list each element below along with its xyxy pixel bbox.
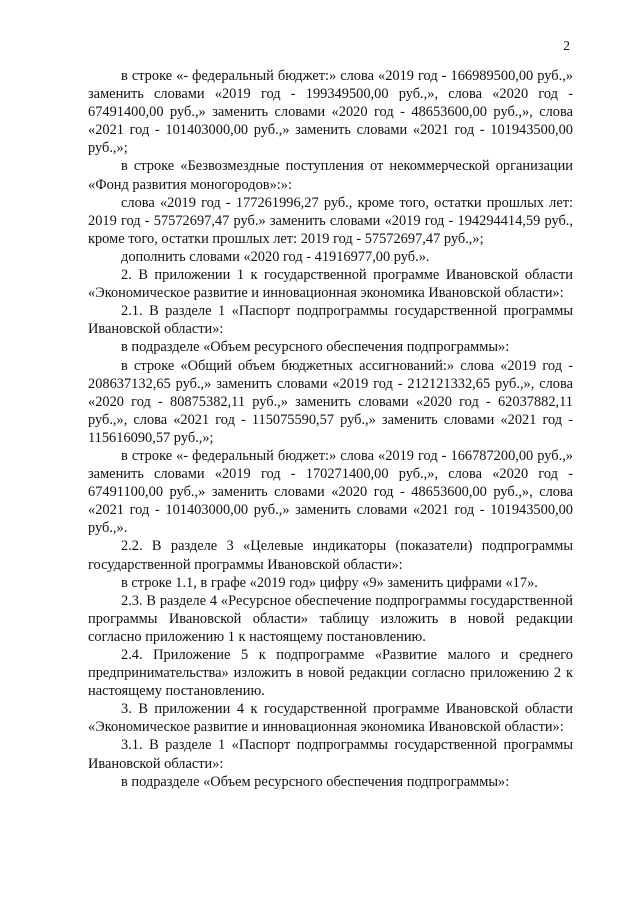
paragraph: 2.4. Приложение 5 к подпрограмме «Развитие малого и среднего предпринимательства» изложить в новой редакции согласно приложению 2 к настоящему постановлению.	[88, 647, 573, 700]
paragraph: 2.3. В разделе 4 «Ресурсное обеспечение подпрограммы государственной программы Ивановской области» таблицу изложить в новой редакции согласно приложению 1 к настоящему постановлению.	[88, 592, 573, 645]
paragraph: слова «2019 год - 177261996,27 руб., кроме того, остатки прошлых лет: 2019 год - 57572697,47 руб.» заменить словами «2019 год - 194294414,59 руб., кроме того, остатки прошлых лет: 2019 год - 57572697,47 руб.,»;	[88, 194, 573, 247]
paragraph: 2. В приложении 1 к государственной программе Ивановской области «Экономическое развитие и инновационная экономика Ивановской области»:	[88, 267, 573, 302]
paragraph: в строке 1.1, в графе «2019 год» цифру «9» заменить цифрами «17».	[121, 574, 538, 591]
paragraph: 3. В приложении 4 к государственной программе Ивановской области «Экономическое развитие и инновационная экономика Ивановской области»:	[88, 701, 573, 736]
paragraph: 3.1. В разделе 1 «Паспорт подпрограммы государственной программы Ивановской области»:	[88, 737, 573, 772]
paragraph: в строке «- федеральный бюджет:» слова «2019 год - 166787200,00 руб.,» заменить словами «2019 год - 170271400,00 руб.,», слова «2020 год - 67491100,00 руб.,» заменить словами «2020 год - 48653600,00 руб.,», слова «2021 год - 101403000,00 руб.,» заменить словами «2021 год - 101943500,00 руб.,».	[88, 447, 573, 537]
document-body	[88, 67, 573, 791]
page-number: 2	[563, 38, 570, 53]
paragraph: в подразделе «Объем ресурсного обеспечения подпрограммы»:	[121, 773, 510, 790]
paragraph: в строке «Общий объем бюджетных ассигнований:» слова «2019 год - 208637132,65 руб.,» заменить словами «2019 год - 212121332,65 руб.,», слова «2020 год - 80875382,11 руб.,» заменить словами «2020 год - 62037882,11 руб.,», слова «2021 год - 115075590,57 руб.,» заменить словами «2021 год - 115616090,57 руб.,»;	[88, 357, 573, 446]
paragraph: в строке «- федеральный бюджет:» слова «2019 год - 166989500,00 руб.,» заменить словами «2019 год - 199349500,00 руб.,», слова «2020 год - 67491400,00 руб.,» заменить словами «2020 год - 48653600,00 руб.,», слова «2021 год - 101403000,00 руб.,» заменить словами «2021 год - 101943500,00 руб.,»;	[88, 68, 573, 157]
paragraph: 2.2. В разделе 3 «Целевые индикаторы (показатели) подпрограммы государственной программы Ивановской области»:	[88, 538, 573, 573]
paragraph: в подразделе «Объем ресурсного обеспечения подпрограммы»:	[121, 339, 510, 356]
paragraph: дополнить словами «2020 год - 41916977,00 руб.».	[121, 248, 430, 265]
paragraph: в строке «Безвозмездные поступления от некоммерческой организации «Фонд развития моногородов»:»:	[88, 158, 573, 193]
paragraph: 2.1. В разделе 1 «Паспорт подпрограммы государственной программы Ивановской области»:	[88, 303, 573, 338]
